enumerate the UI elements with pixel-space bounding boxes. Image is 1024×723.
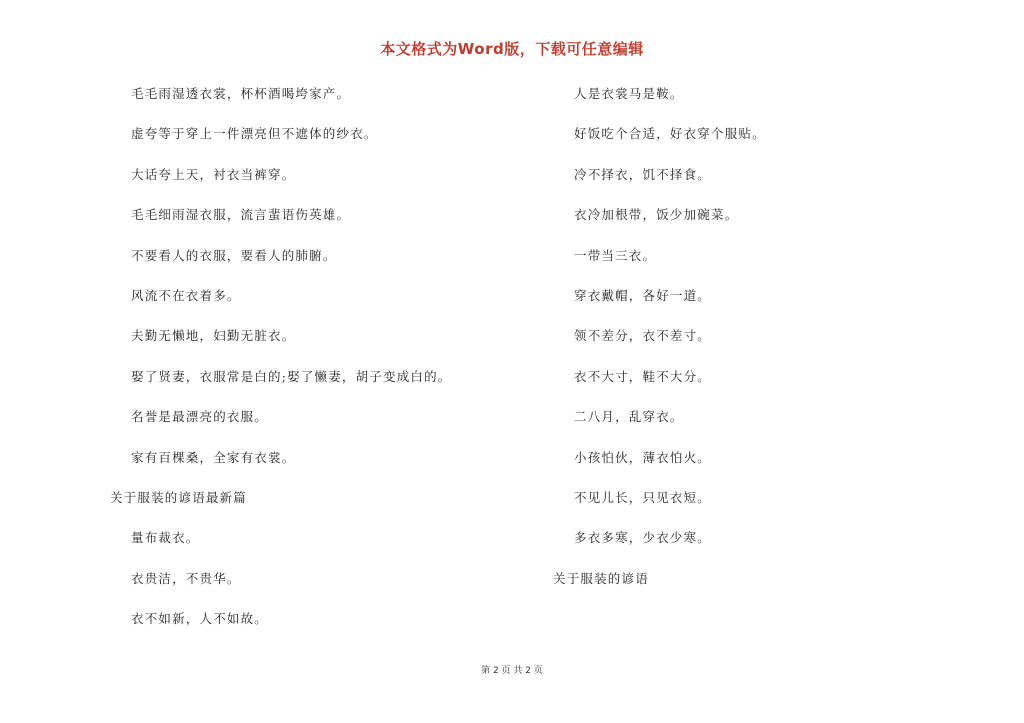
section-heading: 关于服装的谚语 xyxy=(553,570,649,586)
proverb-line: 量布裁衣。 xyxy=(131,530,200,546)
proverb-line: 名誉是最漂亮的衣服。 xyxy=(131,409,269,425)
proverb-line: 夫勤无懒地，妇勤无脏衣。 xyxy=(131,328,296,344)
proverb-line: 二八月，乱穿衣。 xyxy=(574,409,684,425)
proverb-line: 衣冷加根带，饭少加碗菜。 xyxy=(574,207,739,223)
proverb-line: 冷不择衣，饥不择食。 xyxy=(574,166,712,182)
proverb-line: 穿衣戴帽，各好一道。 xyxy=(574,287,712,303)
proverb-line: 大话夸上天，衬衣当裤穿。 xyxy=(131,166,296,182)
section-heading: 关于服装的谚语最新篇 xyxy=(110,489,248,505)
proverb-line: 衣贵洁，不贵华。 xyxy=(131,570,241,586)
proverb-line: 风流不在衣着多。 xyxy=(131,287,241,303)
proverb-line: 多衣多寒，少衣少寒。 xyxy=(574,530,712,546)
proverb-line: 衣不大寸，鞋不大分。 xyxy=(574,368,712,384)
proverb-line: 娶了贤妻，衣服常是白的;娶了懒妻，胡子变成白的。 xyxy=(131,368,452,384)
proverb-line: 虚夸等于穿上一件漂亮但不遮体的纱衣。 xyxy=(131,126,378,142)
left-column xyxy=(110,85,530,650)
proverb-line: 衣不如新，人不如故。 xyxy=(131,611,269,627)
proverb-line: 不见儿长，只见衣短。 xyxy=(574,489,712,505)
page-header-title: 本文格式为Word版，下载可任意编辑 xyxy=(380,40,644,58)
proverb-line: 毛毛雨湿透衣裳，杯杯酒喝垮家产。 xyxy=(131,86,351,101)
proverb-line: 一带当三衣。 xyxy=(574,247,657,263)
page-footer: 第 2 页 共 2 页 xyxy=(481,666,543,676)
proverb-line: 不要看人的衣服，要看人的肺腑。 xyxy=(131,247,337,263)
proverb-line: 好饭吃个合适，好衣穿个服贴。 xyxy=(574,126,766,142)
right-column xyxy=(553,85,973,610)
proverb-line: 毛毛细雨湿衣服，流言蜚语伤英雄。 xyxy=(131,207,351,223)
proverb-line: 小孩怕伙，薄衣怕火。 xyxy=(574,449,712,465)
proverb-line: 人是衣裳马是鞍。 xyxy=(574,86,684,101)
proverb-line: 家有百棵桑，全家有衣裳。 xyxy=(131,449,296,465)
proverb-line: 领不差分，衣不差寸。 xyxy=(574,328,712,344)
